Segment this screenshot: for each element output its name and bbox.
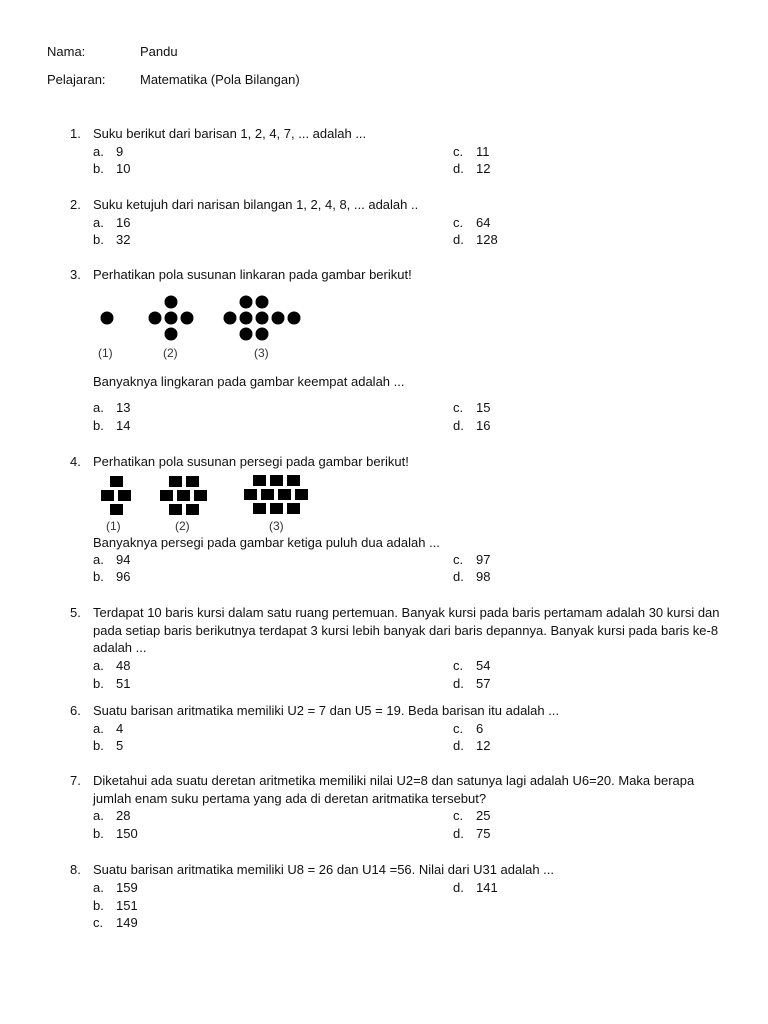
- question-text: Perhatikan pola susunan persegi pada gambar berikut!: [93, 454, 409, 469]
- option-a: a. 4: [93, 721, 124, 736]
- question-number: 4.: [70, 454, 81, 469]
- option-a: a. 9: [93, 144, 124, 159]
- circle-pattern-2: [149, 296, 194, 341]
- option-a: a. 16: [93, 215, 131, 230]
- option-d: d. 16: [453, 418, 491, 433]
- square-pattern-3: [244, 475, 308, 514]
- option-c: c. 54: [453, 658, 491, 673]
- question-number: 5.: [70, 605, 81, 620]
- option-d: d. 141: [453, 880, 498, 895]
- option-a: a. 48: [93, 658, 131, 673]
- question-followup: Banyaknya lingkaran pada gambar keempat adalah ...: [93, 374, 405, 389]
- name-label: Nama:: [47, 44, 86, 59]
- option-c: c. 149: [93, 915, 138, 930]
- option-c: c. 64: [453, 215, 491, 230]
- option-b: b. 150: [93, 826, 138, 841]
- question-number: 3.: [70, 267, 81, 282]
- option-d: d. 12: [453, 161, 491, 176]
- question-text-line-3: adalah ...: [93, 640, 147, 655]
- option-c: c. 11: [453, 144, 490, 159]
- question-text: Suatu barisan aritmatika memiliki U8 = 26 dan U14 =56. Nilai dari U31 adalah ...: [93, 862, 555, 877]
- option-c: c. 25: [453, 808, 491, 823]
- option-d: d. 12: [453, 738, 491, 753]
- square-pattern-1: [101, 476, 131, 515]
- option-b: b. 14: [93, 418, 131, 433]
- option-a: a. 94: [93, 552, 131, 567]
- question-number: 6.: [70, 703, 81, 718]
- option-d: d. 98: [453, 569, 491, 584]
- option-d: d. 128: [453, 232, 498, 247]
- question-number: 7.: [70, 773, 81, 788]
- option-b: b. 5: [93, 738, 124, 753]
- name-value: Pandu: [140, 44, 178, 59]
- question-text-line-1: Diketahui ada suatu deretan aritmetika memiliki nilai U2=8 dan satunya lagi adalah U6=20. Maka berapa: [93, 773, 695, 788]
- option-c: c. 6: [453, 721, 484, 736]
- circle-pattern-1: [101, 312, 114, 325]
- circle-pattern-3: [224, 296, 301, 341]
- option-b: b. 51: [93, 676, 131, 691]
- circle-pattern-figure: [90, 290, 320, 365]
- option-b: b. 151: [93, 898, 138, 913]
- option-b: b. 32: [93, 232, 131, 247]
- option-b: b. 10: [93, 161, 131, 176]
- option-a: a. 159: [93, 880, 138, 895]
- option-d: d. 57: [453, 676, 491, 691]
- question-followup: Banyaknya persegi pada gambar ketiga puluh dua adalah ...: [93, 535, 440, 550]
- question-number: 2.: [70, 197, 81, 212]
- question-text-line-2: jumlah enam suku pertama yang ada di deretan aritmatika tersebut?: [93, 791, 487, 806]
- question-text-line-2: pada setiap baris berikutnya terdapat 3 kursi lebih banyak dari baris depannya. Banyak kursi pada baris ke-8: [93, 623, 719, 638]
- option-c: c. 15: [453, 400, 491, 415]
- figure-label-2: (2): [163, 346, 178, 360]
- subject-value: Matematika (Pola Bilangan): [140, 72, 300, 87]
- figure-label-1: (1): [98, 346, 113, 360]
- figure-label-3: (3): [269, 519, 284, 533]
- square-pattern-2: [160, 476, 207, 515]
- option-b: b. 96: [93, 569, 131, 584]
- question-number: 1.: [70, 126, 81, 141]
- option-c: c. 97: [453, 552, 491, 567]
- option-d: d. 75: [453, 826, 491, 841]
- option-a: a. 13: [93, 400, 131, 415]
- question-text: Suku berikut dari barisan 1, 2, 4, 7, ... adalah ...: [93, 126, 367, 141]
- question-text-line-1: Terdapat 10 baris kursi dalam satu ruang pertemuan. Banyak kursi pada baris pertamam adalah 30 kursi dan: [93, 605, 720, 620]
- option-a: a. 28: [93, 808, 131, 823]
- square-pattern-figure: [95, 472, 325, 536]
- figure-label-3: (3): [254, 346, 269, 360]
- question-text: Suku ketujuh dari narisan bilangan 1, 2, 4, 8, ... adalah ..: [93, 197, 419, 212]
- question-number: 8.: [70, 862, 81, 877]
- question-text: Suatu barisan aritmatika memiliki U2 = 7 dan U5 = 19. Beda barisan itu adalah ...: [93, 703, 560, 718]
- figure-label-1: (1): [106, 519, 121, 533]
- question-text: Perhatikan pola susunan linkaran pada gambar berikut!: [93, 267, 412, 282]
- subject-label: Pelajaran:: [47, 72, 106, 87]
- figure-label-2: (2): [175, 519, 190, 533]
